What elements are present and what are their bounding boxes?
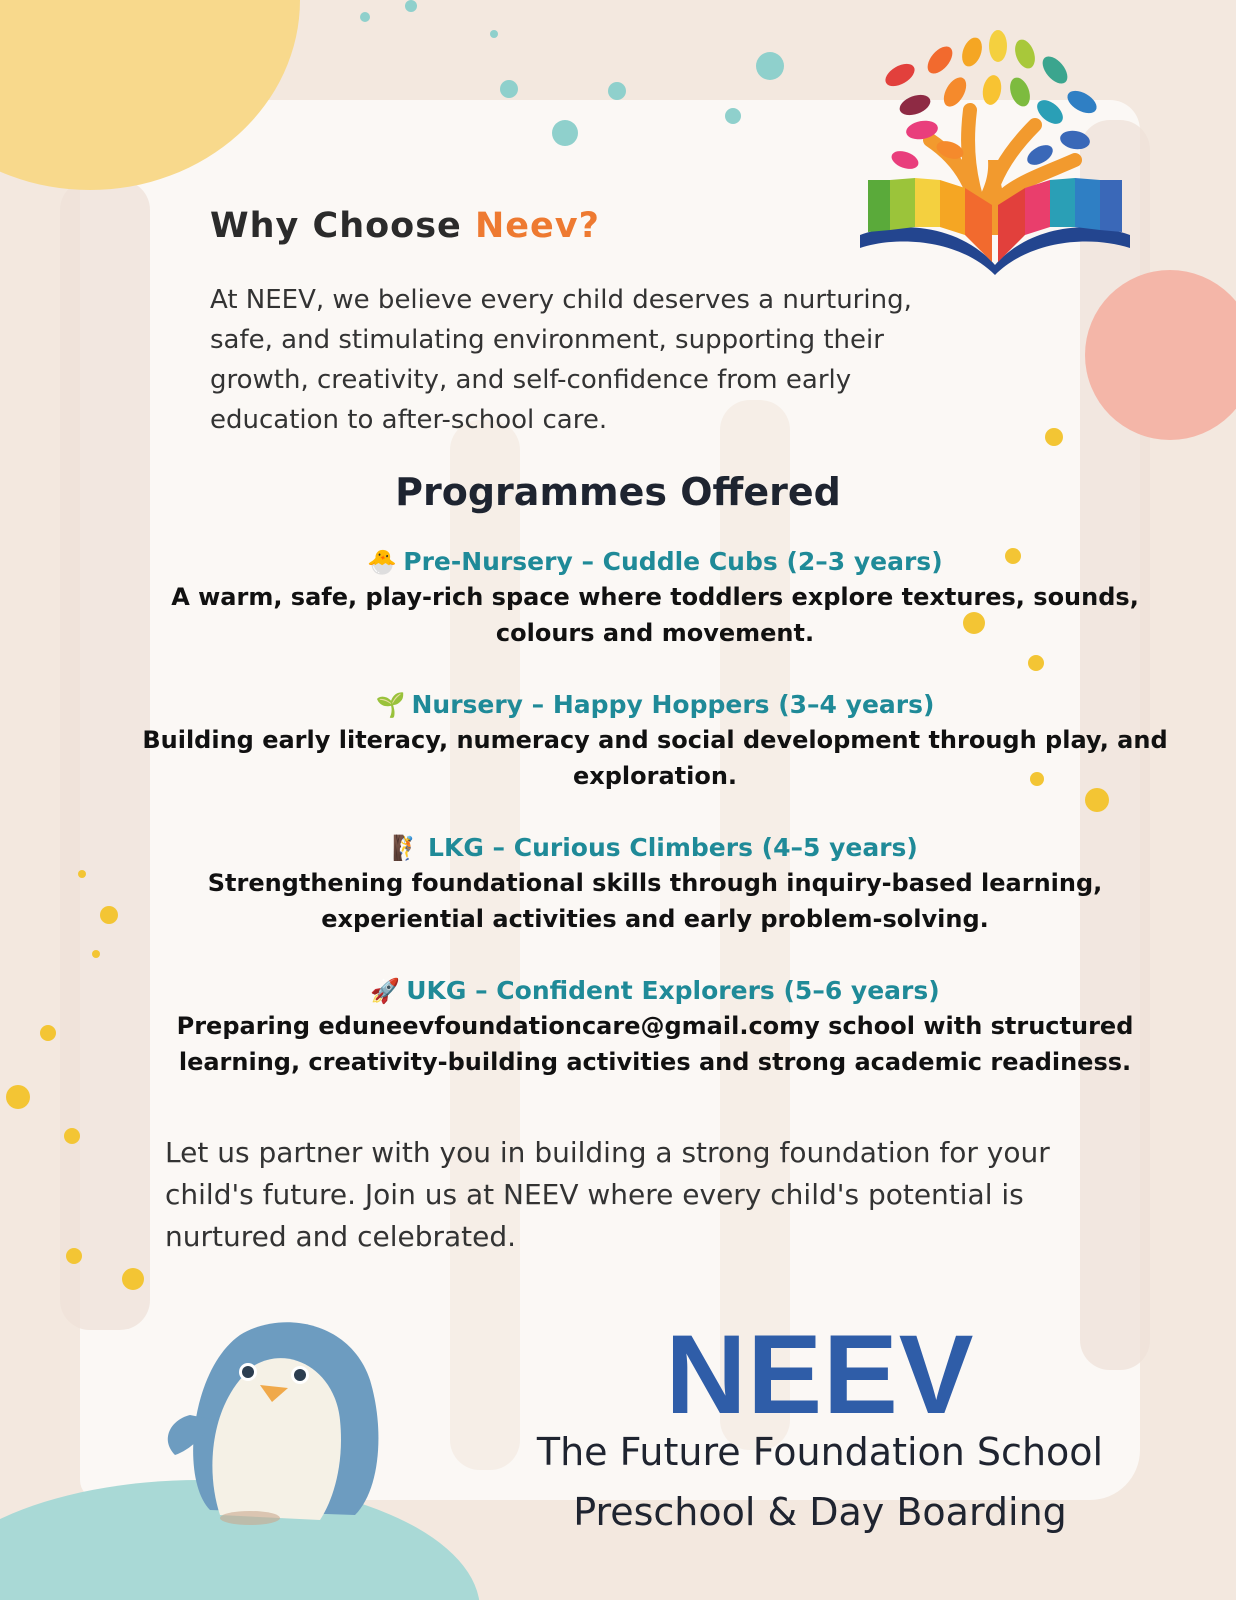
programme-description: Strengthening foundational skills through inquiry-based learning, experiential activities and early problem-solving.	[207, 869, 1103, 933]
decor-dot	[725, 108, 741, 124]
decor-dot	[92, 950, 100, 958]
chick-icon: 🐣	[367, 548, 398, 576]
decor-dot	[1045, 428, 1063, 446]
brand-tagline: The Future Foundation School	[536, 1430, 1104, 1474]
decor-dot	[78, 870, 86, 878]
programme-heading	[130, 974, 1180, 1008]
decor-dot	[64, 1128, 80, 1144]
decor-dot	[500, 80, 518, 98]
programme-description: Preparing eduneevfoundationcare@gmail.comy school with structured learning, creativity-building activities and strong academic readiness.	[176, 1012, 1134, 1076]
programme-item	[130, 545, 1180, 651]
programme-description: A warm, safe, play-rich space where toddlers explore textures, sounds, colours and movement.	[171, 583, 1139, 647]
seedling-icon: 🌱	[375, 691, 406, 719]
programme-heading	[130, 688, 1180, 722]
programme-heading	[130, 545, 1180, 579]
programme-item	[130, 688, 1180, 794]
penguin-icon	[160, 1310, 390, 1530]
decor-dot	[1028, 655, 1044, 671]
programme-description: Building early literacy, numeracy and social development through play, and exploration.	[142, 726, 1168, 790]
rocket-icon: 🚀	[370, 977, 401, 1005]
closing-paragraph: Let us partner with you in building a strong foundation for your child's future. Join us at NEEV where every child's potential is nurtured and celebrated.	[165, 1136, 1050, 1253]
decor-dot	[608, 82, 626, 100]
climber-icon: 🧗	[392, 834, 423, 862]
brand-subtagline: Preschool & Day Boarding	[573, 1490, 1067, 1534]
programmes-heading: Programmes Offered	[395, 470, 841, 514]
programme-item	[130, 974, 1180, 1080]
decor-dot	[122, 1268, 144, 1290]
brand-logo-text: NEEV	[665, 1312, 975, 1437]
intro-paragraph: At NEEV, we believe every child deserves a nurturing, safe, and stimulating environment, supporting their growth, creativity, and self-confidence from early education to after-school care.	[210, 285, 912, 435]
decor-dot	[66, 1248, 82, 1264]
tree-book-illustration	[860, 30, 1160, 285]
decor-dot	[552, 120, 578, 146]
decor-dot	[490, 30, 498, 38]
decor-dot	[6, 1085, 30, 1109]
decor-dot	[405, 0, 417, 12]
programme-title: Nursery – Happy Hoppers (3–4 years)	[411, 690, 935, 719]
programme-heading	[130, 831, 1180, 865]
decor-dot	[756, 52, 784, 80]
why-choose-text: Why Choose	[210, 206, 475, 246]
why-choose-accent: Neev?	[474, 206, 600, 246]
decor-dot	[40, 1025, 56, 1041]
programme-title: LKG – Curious Climbers (4–5 years)	[428, 833, 918, 862]
decor-dot	[360, 12, 370, 22]
tree-leaves	[882, 30, 1101, 172]
decor-dot	[100, 906, 118, 924]
programme-title: Pre-Nursery – Cuddle Cubs (2–3 years)	[403, 547, 943, 576]
why-choose-heading	[210, 206, 600, 246]
programme-item	[130, 831, 1180, 937]
programme-title: UKG – Confident Explorers (5–6 years)	[406, 976, 940, 1005]
